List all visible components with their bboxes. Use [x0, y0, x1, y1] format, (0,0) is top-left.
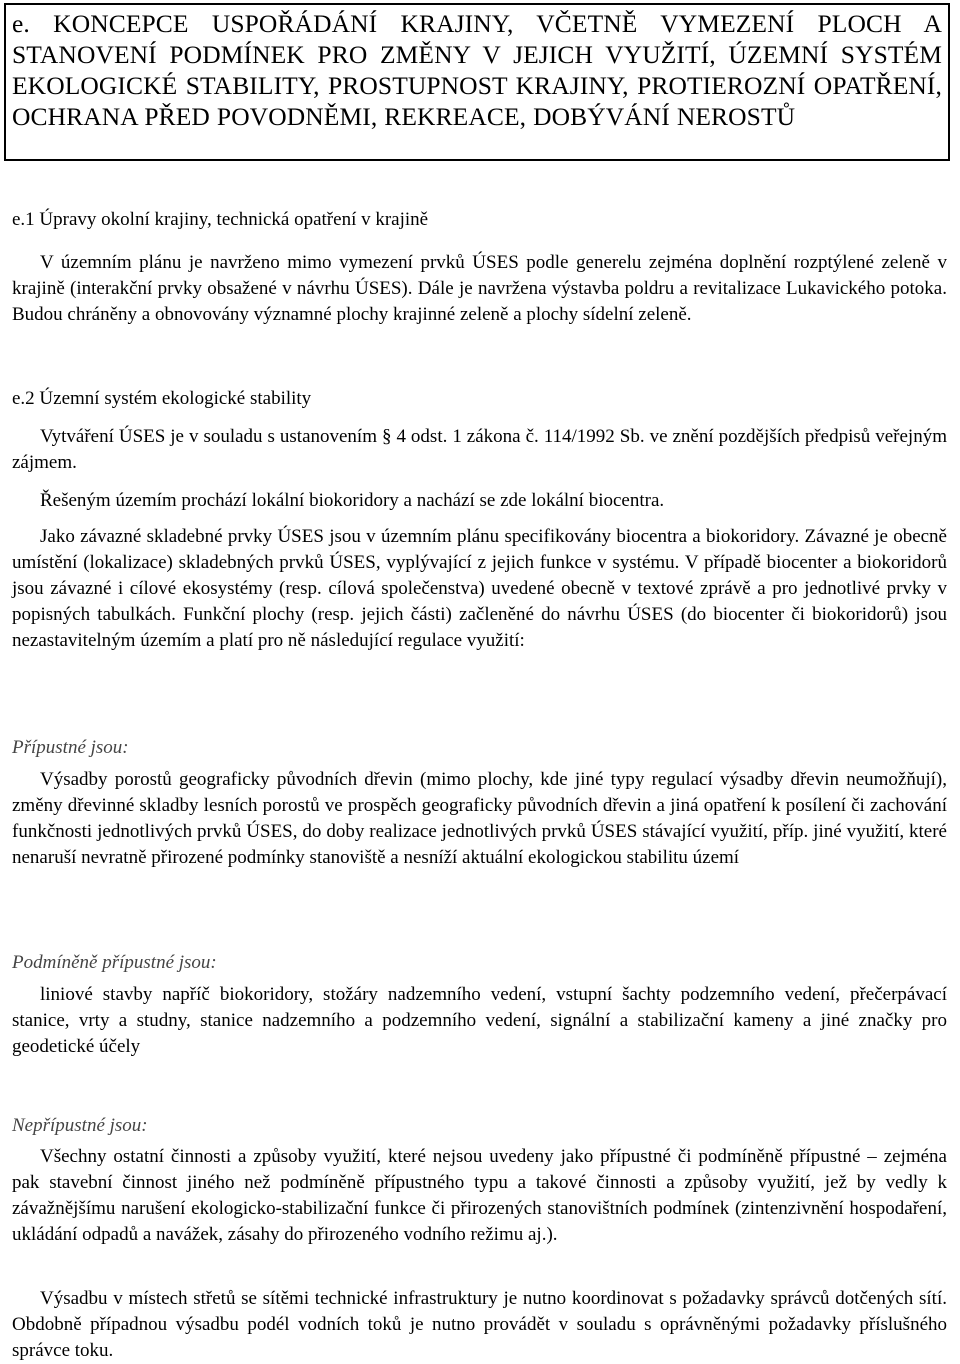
- chapter-heading-box: [4, 3, 950, 161]
- paragraph-e2-routes: Řešeným územím prochází lokální biokoridory a nachází se zde lokální biocentra.: [40, 490, 665, 511]
- paragraph-e2-legal: Vytváření ÚSES je v souladu s ustanovením § 4 odst. 1 zákona č. 114/1992 Sb. ve znění pozdějších předpisů veřejným zájmem.: [12, 426, 947, 473]
- allowed-label: Přípustné jsou:: [12, 737, 129, 758]
- section-heading-e2: e.2 Územní systém ekologické stability: [12, 388, 312, 409]
- section-heading-e1: e.1 Úpravy okolní krajiny, technická opatření v krajině: [12, 209, 429, 230]
- forbidden-label: Nepřípustné jsou:: [12, 1115, 148, 1136]
- allowed-text: Výsadby porostů geograficky původních dřevin (mimo plochy, kde jiné typy regulací výsadby dřevin neumožňují), změny dřevinné skladby lesních porostů ve prospěch geograficky původních dřevin a jiná opatření k posílení či zachování funkčnosti jednotlivých prvků ÚSES, do doby realizace jednotlivých prvků ÚSES stávající využití, příp. jiné využití, které nenaruší nevratně přirozené podmínky stanoviště a nesníží aktuální ekologickou stabilitu území: [12, 769, 947, 868]
- conditional-label: Podmíněně přípustné jsou:: [12, 952, 217, 973]
- paragraph-e1: V územním plánu je navrženo mimo vymezení prvků ÚSES podle generelu zejména doplnění rozptýlené zeleně v krajině (interakční prvky obsažené v návrhu ÚSES). Dále je navržena výstavba poldru a revitalizace Lukavického potoka. Budou chráněny a obnovovány významné plochy krajinné zeleně a plochy sídelní zeleně.: [12, 252, 947, 325]
- chapter-title: e. KONCEPCE USPOŘÁDÁNÍ KRAJINY, VČETNĚ VYMEZENÍ PLOCH A STANOVENÍ PODMÍNEK PRO ZMĚNY V JEJICH VYUŽITÍ, ÚZEMNÍ SYSTÉM EKOLOGICKÉ STABILITY, PROSTUPNOST KRAJINY, PROTIEROZNÍ OPATŘENÍ, OCHRANA PŘED POVODNĚMI, REKREACE, DOBÝVÁNÍ NEROSTŮ: [12, 9, 942, 131]
- forbidden-text: Všechny ostatní činnosti a způsoby využití, které nejsou uvedeny jako přípustné či podmíněně přípustné – zejména pak stavební činnost jiného než podmíněně přípustného typu a takové činnosti a způsoby využití, jež by vedly k závažnějšímu narušení ekologicko-stabilizační funkce či přirozených stanovištních podmínek (zintenzivnění hospodaření, ukládání odpadů a navážek, zásahy do přirozeného vodního režimu aj.).: [12, 1146, 947, 1245]
- paragraph-e2-elements: Jako závazné skladebné prvky ÚSES jsou v územním plánu specifikovány biocentra a biokoridory. Závazné je obecně umístění (lokalizace) skladebných prvků ÚSES, vyplývající z jejich funkce v systému. V případě biocenter a biokoridorů jsou závazné i cílové ekosystémy (resp. cílová společenstva) uvedené obecně v textové zprávě a pro jednotlivé prvky v popisných tabulkách. Funkční plochy (resp. jejich části) začleněné do návrhu ÚSES (do biocenter či biokoridorů) jsou nezastavitelným územím a platí pro ně následující regulace využití:: [12, 526, 947, 651]
- conditional-text: liniové stavby napříč biokoridory, stožáry nadzemního vedení, vstupní šachty podzemního vedení, přečerpávací stanice, vrty a studny, stanice nadzemního a podzemního vedení, signální a stabilizační kameny a jiné značky pro geodetické účely: [12, 984, 947, 1057]
- crossing-text: Výsadbu v místech střetů se sítěmi technické infrastruktury je nutno koordinovat s požadavky správců dotčených sítí. Obdobně případnou výsadbu podél vodních toků je nutno provádět v souladu s oprávněnými požadavky příslušného správce toku.: [12, 1288, 947, 1361]
